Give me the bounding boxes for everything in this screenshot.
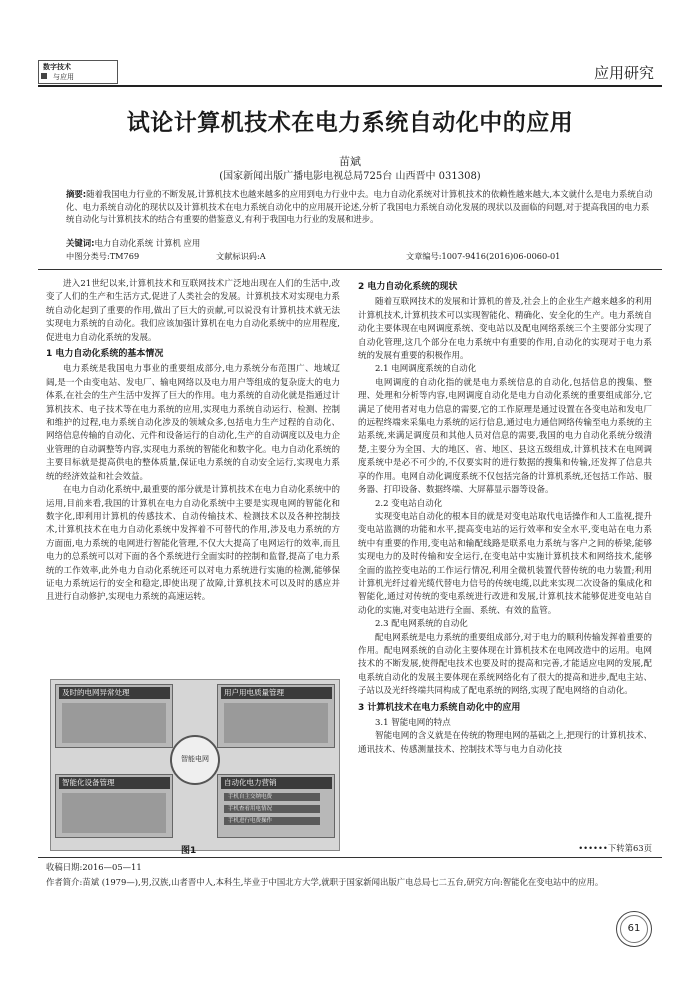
panel-grid-exception-image	[62, 703, 166, 743]
section-2-3-heading: 2.3 配电网系统的自动化	[375, 619, 468, 630]
section-2-heading: 2 电力自动化系统的现状	[358, 282, 458, 292]
logo-line2: 与应用	[53, 74, 74, 81]
journal-logo	[38, 60, 118, 84]
section-2-1-heading: 2.1 电网调度系统的自动化	[375, 364, 477, 375]
right-column	[358, 278, 652, 757]
marketing-item-3: 手机进行电费操作	[224, 817, 320, 825]
section-2-3-paragraph: 配电网系统是电力系统的重要组成部分,对于电力的顺利传输发挥着重要的作用。配电网系统的自动化主要体现在计算机技术在电网改造中的运用。电网技术的不断发展,使得配电技术也要及时的提高和完善,才能适应电网的发展,配电系统自动化的发展主要体现在系统网络化有了很大的提高和进步,配电主站、子站以及光纤终端共同构成了配电系统的网络,实现了配电网络的自动化。	[358, 632, 652, 697]
author-bio: 作者简介:苗斌 (1979—),男,汉族,山者晋中人,本科生,毕业于中国北方大学,就职于国家新闻出版广电总局七二五台,研究方向:智能化在变电站中的应用。	[46, 877, 604, 887]
page-number: 61	[627, 923, 641, 934]
article-number: 文章编号:1007-9416(2016)06-0060-01	[406, 251, 561, 261]
affiliation: (国家新闻出版广播电影电视总局725台 山西晋中 031308)	[219, 171, 481, 182]
article-title: 试论计算机技术在电力系统自动化中的应用	[126, 110, 574, 136]
keywords-label: 关键词:	[66, 238, 95, 248]
section-1-heading: 1 电力自动化系统的基本情况	[46, 349, 164, 360]
author: 苗斌	[339, 155, 361, 168]
panel-user-quality-title: 用户用电质量管理	[221, 687, 332, 699]
abstract-label: 摘要:	[66, 189, 87, 199]
panel-power-marketing-title: 自动化电力营销	[221, 777, 332, 789]
section-tag: 应用研究	[593, 64, 654, 82]
intro-paragraph: 进入21世纪以来,计算机技术和互联网技术广泛地出现在人们的生活中,改变了人们的生产和生活方式,促进了人类社会的发展。计算机技术对实现电力系统自动化起到了重要的作用,做出了巨大的贡献,可以说没有计算机技术就无法实现电力系统的自动化。我们应该加强计算机在电力自动化系统中的应用程度,促进电力自动化系统的发展。	[46, 279, 340, 343]
panel-power-marketing	[217, 774, 335, 838]
section-2-1-paragraph: 电网调度的自动化指的就是电力系统信息的自动化,包括信息的搜集、整理、处理和分析等内容,电网调度自动化是电力自动化系统的重要组成部分,它满足了使用者对电力信息的需要,它的工作原理是通过设置在各变电站和发电厂的远程终端来采集电力系统的运行信息,通过电力通信网络传输至电力系统的主站系统,来满足调度员和其他人员对信息的需要,我国的电力自动化系统分级清楚,主要分为全国、大的地区、省、地区、县这五级组成,计算机技术在电网调度系统中是必不可少的,不仅要实时的进行数据的搜集和传输,还发挥了信息共享的作用。电网自动化调度系统不仅包括完备的计算机系统,还包括工作站、服务器、打印设备、数据终端、大屏幕显示器等设备。	[358, 377, 652, 496]
figure-1	[50, 679, 340, 851]
received-date: 收稿日期:2016—05—11	[46, 862, 142, 872]
panel-device-management	[55, 774, 173, 838]
keywords-text: 电力自动化系统 计算机 应用	[94, 238, 201, 248]
clc-number: 中图分类号:TM769	[66, 251, 140, 261]
section-2-paragraph: 随着互联网技术的发展和计算机的普及,社会上的企业生产越来越多的利用计算机技术,计算机技术可以实现智能化、精确化、安全化的生产。电力系统自动化主要体现在电网调度系统、变电站以及配电网络系统三个主要部分实现了自动化管理,这几个部分在电力系统中有重要的作用,自动化的实现对于电力系统的发展有重要的积极作用。	[358, 297, 652, 362]
smart-grid-hub	[170, 735, 220, 785]
section-1-paragraph-1: 电力系统是我国电力事业的重要组成部分,电力系统分布范围广、地域辽阔,是一个由变电站、发电厂、输电网络以及电力用户等组成的复杂庞大的电力体系,在社会的生产生活中发挥了巨大的作用。电力系统的自动化就是指通过计算机技术、电子技术等在电力系统的应用,实现电力系统自动运行、检测、控制和维护的过程,电力系统自动化涉及的领域众多,包括电力生产过程的自动化、网络信息传输的自动化、元件和设备运行的自动化,生产的自动调度以及电力企业管理的自动调整等内容,实现电力系统的智能化和数字化。电力自动化系统的主要目标就是提高供电的整体质量,保证电力系统的自动安全运行,实现电力系统的经济效益和社会效益。	[46, 364, 340, 482]
figure-caption: 图1	[181, 846, 197, 856]
keywords	[66, 237, 200, 249]
footer-rule	[38, 857, 662, 858]
meta-rule	[38, 269, 662, 270]
marketing-item-1: 手机自主交纳电费	[224, 793, 320, 801]
panel-user-quality-image	[224, 703, 328, 743]
abstract	[66, 188, 656, 226]
section-2-2-paragraph: 实现变电站自动化的根本目的就是对变电站取代电话操作和人工监视,提升变电站监测的功能和水平,提高变电站的运行效率和安全水平,变电站在电力系统中有重要的作用,变电站和输配线路是联系电力系统与客户之间的桥梁,能够实现电力的及时传输和安全运行,在变电站中实施计算机技术和网络技术,能够全面的监控变电站的工作运行情况,利用全微机装置代替传统的电力装置;利用计算机光纤过着光缆代替电力信号的传统电缆,以此来实现二次设备的集成化和智能化,通过对传统的变电系统进行改进和发展,计算机技术能够促进变电站自动化的实施,对变电站进行全面、系统、有效的监管。	[358, 511, 652, 616]
document-code: 文献标识码:A	[216, 251, 266, 261]
left-column	[46, 278, 340, 605]
panel-user-quality	[217, 684, 335, 748]
continued-note: ••••••下转第63页	[578, 843, 652, 853]
page-number-badge	[616, 911, 652, 947]
abstract-text: 随着我国电力行业的不断发展,计算机技术也越来越多的应用到电力行业中去。电力自动化系统对计算机技术的依赖性越来越大,本文就什么是电力系统自动化、电力系统自动化的现状以及计算机技术在电力系统自动化中的应用展开论述,分析了我国电力系统自动化发展的现状以及面临的问题,对于提高我国的电力系统自动化与计算机技术的结合有重要的借鉴意义,有利于我国电力行业的发展和进步。	[66, 189, 653, 224]
section-3-1-heading: 3.1 智能电网的特点	[375, 718, 451, 728]
panel-device-management-image	[62, 793, 166, 833]
panel-device-management-title: 智能化设备管理	[59, 777, 170, 789]
section-3-1-paragraph: 智能电网的含义就是在传统的物理电网的基础之上,把现行的计算机技术、通讯技术、传感测量技术、控制技术等与电力自动化技	[358, 731, 652, 755]
logo-square-icon	[41, 73, 47, 79]
logo-line1: 数字技术	[43, 64, 71, 71]
section-1-paragraph-2: 在电力自动化系统中,最重要的部分就是计算机技术在电力自动化系统中的运用,目前来看,我国的计算机在电力自动化系统中主要是实现电网的智能化和数字化,即利用计算机的传感技术、自动传输技术、检测技术以及各种控制技术,计算机技术在电力自动化系统中发挥着不可替代的作用,涉及电力系统的方方面面,电力系统的电网进行智能化管理,不仅大大提高了电网运行的效率,而且电力的总系统可以对下面的各个系统进行全面实时的控制和监督,提高了电力系统的工作效率,此外电力自动化系统还可以对电力系统进行实施的检测,能够保证电力系统运行的安全和稳定,即使出现了故障,计算机技术可以及时的感应并且进行自动修护,实现电力系统的高速运转。	[46, 485, 340, 603]
panel-grid-exception	[55, 684, 173, 748]
marketing-item-2: 手机查看用电情况	[224, 805, 320, 813]
section-3-heading: 3 计算机技术在电力系统自动化中的应用	[358, 702, 521, 713]
section-2-2-heading: 2.2 变电站自动化	[375, 498, 443, 509]
header-rule	[38, 85, 662, 87]
hub-label: 智能电网	[181, 755, 209, 763]
panel-grid-exception-title: 及时的电网异常处理	[59, 687, 170, 699]
